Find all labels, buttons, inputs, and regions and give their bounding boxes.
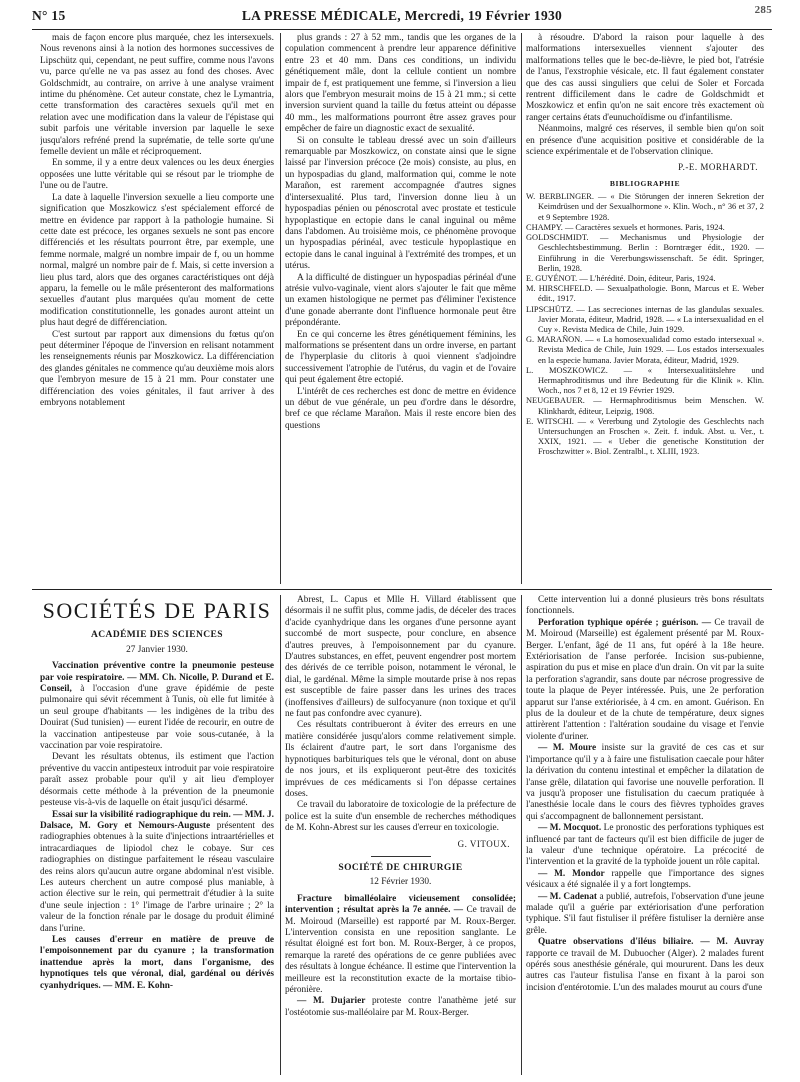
bibliography-title: BIBLIOGRAPHIE [609,178,681,188]
report-heading: Essai sur la visibilité radiographique du rein. — MM. J. Dalsace, M. Gory et Nemours-Auguste [40,809,274,831]
paragraph: E. GUYÉNOT. — L'hérédité. Doin, éditeur, Paris, 1924. [526,273,716,283]
report-heading: Perforation typhique opérée ; guérison. — [538,617,712,628]
paragraph: En ce qui concerne les êtres génétiquement féminins, les malformations se présentent dans un ordre inverse, en partant de l'hyperplasie du clitoris à quoi viennent s'adjoindre successivement l'atrophie de l'utérus, du vagin et de l'ovaire qui peut également être ectopié. [285,329,516,386]
header-rule [32,29,772,30]
report-text: à l'occasion d'une grave épidémie de peste pulmonaire qui sévit récemment à Tunis, où elle fut limitée à un seul groupe d'habitants — les indigènes de la tribu des Douirat (Sud tunisien) — eurent l'idée de recourir, en outre de la vaccination antipesteuse par voie sous-cutanée, à la vaccination par voie respiratoire. [40,684,274,752]
surgery-heading: SOCIÉTÉ DE CHIRURGIE [338,862,463,873]
societies-column-1 [40,595,274,1075]
paragraph: E. WITSCHI. — « Vererbung und Zytologie des Geschlechts nach Untersuchungen an Froschen ». Zeit. f. induk. Abst. u. Ver., t. XXIX, 1921. — « Ueber die genetische Konstitution der Froschzwitter ». Biol. Zentralbl., t. XLIII, 1923. [526,416,764,457]
report-paragraph [40,810,274,935]
report-paragraph [285,996,516,1019]
report-text: Ce travail de M. Moiroud (Marseille) est rapporté par M. Roux-Berger. L'intervention consista en une reposition sanglante. Le résultat éloigné est fort bon. M. Roux-Berger, à ce propos, remarque la rareté des opérations de ce genre publiées avec des résultats à longue échéance. Il estime que l'intervention la meilleure est la reconstitution exacte de la mortaise tibio-péronière. [285,905,516,995]
separator [371,856,431,857]
paragraph: En somme, il y a entre deux valences ou les deux énergies opposées une lutte véritable qui se résout par le triomphe de l'une ou de l'autre. [40,158,274,192]
column-divider [521,595,522,1075]
paragraph: A la difficulté de distinguer un hypospadias périnéal d'une atrésie vulvo-vaginale, vient alors s'ajouter le fait que même un examen histologique ne permet pas d'éliminer l'existence d'une gonade aberrante dont l'influence hormonale peut être prépondérante. [285,272,516,329]
report-heading: Les causes d'erreur en matière de preuve de l'empoisonnement par du cyanure ; la transformation inattendue après la mort, dans l'organisme, des hypnotiques tels que véronal, dial, gardénal ou dérivés cyanhydriques. — MM. E. Kohn- [40,934,274,991]
societies-column-2 [285,595,516,1075]
report-text: proteste contre l'anathème jeté sur l'ostéotomie sus-malléolaire par M. Roux-Berger. [285,996,516,1018]
paragraph: mais de façon encore plus marquée, chez les intersexuels. Nous revenons ainsi à la notion des hormones successives de Lipschütz qui, cependant, ne peut suffire, comme nous l'avons vu, parce qu'elle ne va pas assez au fond des choses. Avec Goldschmidt, au contraire, on arrive à une analyse vraiment intime du phénomène. Cet auteur constate, chez le Lymantria, cette transformation des caractères sexuels qu'il met en relation avec une modification dans la valeur de l'épistase qui subit parfois une véritable inversion par laquelle le sexe jusqu'alors refréné prend la suprématie, de telle sorte qu'une femelle devient un mâle et réciproquement. [40,33,274,158]
report-text: rappelle que l'importance des signes vésicaux a été signalée il y a fort longtemps. [526,868,764,891]
report-heading: — M. Mocquot. [538,823,602,834]
report-paragraph [40,752,274,809]
report-heading: Fracture bimalléolaire vicieusement consolidée; intervention ; résultat après la 7e année. — [285,893,516,916]
report-heading: — M. Mondor [538,868,605,879]
page-number: 285 [754,4,772,16]
section-rule [32,589,772,590]
paragraph: à résoudre. D'abord la raison pour laquelle à des malformations intersexuelles viennent s'ajouter des malformations telles que le bec-de-lièvre, le pied bot, l'atrésie de l'anus, l'exstrophie vésicale, etc. Il faut également constater que des cas aussi singuliers que celui de Soler et Forcada rentrent difficilement dans le cadre de Goldschmidt et Moszkowicz et enfin qu'on ne sait encore très exactement où ranger certains états d'eunuchoïdisme ou d'infantilisme. [526,33,764,123]
paragraph: G. MARAÑON. — « La homosexualidad como estado intersexual ». Revista Medica de Chile, Juin 1929. — Los estados intersexuales en la especie humana. Javier Morata, éditeur, Madrid, 1929. [526,335,764,365]
paragraph: Néanmoins, malgré ces réserves, il semble bien qu'on soit en présence d'une acquisition positive et considérable de la science expérimentale et de l'observation clinique. [526,124,764,158]
academy-reports [40,661,274,992]
paragraph: plus grands : 27 à 52 mm., tandis que les organes de la copulation commencent à prendre leur apparence définitive entre 23 et 40 mm. Dans ces conditions, un individu génétiquement mâle, dont la cellule contient un nombre impair de f, est pratiquement une femme, si l'inversion a lieu alors que l'embryon mesurait moins de 15 à 21 mm.; si cette inversion survient quand la taille du fœtus atteint ou dépasse 40 mm., les malformations pourront être assez graves pour empêcher de faire un diagnostic exact de sexualité. [285,33,516,135]
paragraph: LIPSCHÜTZ. — Las secreciones internas de las glandulas sexuales. Javier Morata, éditeur, Madrid, 1928. — « La intersexualidad en el Cuy ». Revista Medica de Chile, Juin 1929. [526,304,764,334]
academy-date: 27 Janvier 1930. [126,644,188,655]
report-paragraph [40,661,274,752]
report-text: rapporte ce travail de M. Dubuocher (Alger). 2 malades furent opérés sous anesthésie générale, qui moururent. Dans les deux autres cas l'auteur fistulisa l'anse en fixant à la paroi son incision d'entérotomie. L'un des malades mourut au cours d'une [526,948,764,993]
column-divider [521,33,522,584]
report-text: Cette intervention lui a donné plusieurs très bons résultats fonctionnels. [526,595,764,617]
paragraph: C'est surtout par rapport aux dimensions du fœtus qu'on peut déterminer l'époque de l'inversion en relisant notamment les renseignements réunis par Moszkowicz. La différenciation des glandes génitales ne commence qu'au deuxième mois alors que l'embryon mesure de 15 à 21 mm. Pour constater une différenciation des voies génitales, il faut arriver à des embryons notablement [40,329,274,408]
surgery-reports [285,894,516,1019]
column-divider [280,595,281,1075]
author-signature: P.-E. MORHARDT. [678,162,758,173]
page-header [32,4,772,26]
section-title: SOCIÉTÉS DE PARIS [42,598,272,623]
paragraph: CHAMPY. — Caractères sexuels et hormones. Paris, 1924. [526,222,725,232]
article-column-3 [526,33,764,584]
article-conclusion [526,33,764,158]
report-heading: — M. Dujarier [297,996,366,1007]
report-heading: Vaccination préventive contre la pneumonie pesteuse par voie respiratoire. — MM. Ch. Nicolle, P. Durand et E. Conseil, [40,661,274,695]
report-heading: — M. Cadenat [538,891,597,902]
issue-number: N° 15 [32,8,66,23]
report-signature: G. VITOUX. [457,838,510,849]
academy-heading: ACADÉMIE DES SCIENCES [91,630,223,641]
bibliography-list [526,192,764,457]
surgery-date: 12 Février 1930. [369,877,432,888]
paragraph: Abrest, L. Capus et Mlle H. Villard établissent que désormais il ne suffit plus, comme jadis, de déceler des traces d'acide cyanhydrique dans les organes d'une personne ayant succombé de mort suspecte, pour conclure, en absence d'autres preuves, à l'empoisonnement par du cyanure. D'autres substances, en effet, peuvent engendrer post mortem des dérivés de ce terrible poison, notamment le véronal, le dial, le gardénal. Même la simple moutarde prise à nos repas est susceptible de faire passer dans les urines des traces (inoffensives d'ailleurs) de sulfocyanure (non toxique et qu'il ne faut pas confondre avec cyanure). [285,595,516,720]
report-text: Le pronostic des perforations typhiques est influencé par tant de facteurs qu'il est bien difficile de juger de la valeur d'une technique opératoire. La précocité de l'intervention et la gravité de la typhoïde jouent un rôle capital. [526,823,764,868]
toxicology-report [285,595,516,835]
column-divider [280,33,281,584]
paragraph: Si on consulte le tableau dressé avec un soin d'ailleurs remarquable par Moszkowicz, on constate ainsi que le signe laissé par l'inversion précoce (2e mois) consiste, au plus, en un hypospadias du gland, malformation qui, comme le note Marañon, est rarement accompagnée d'autres signes d'intersexualité. Plus tard, l'inversion donne lieu à un hypospadias pénien ou pénoscrotal avec prostate et testicule hypoplastique en ectopie dans le canal inguinal ou même dans l'abdomen. Au troisième mois, ce phénomène provoque un hypospadias périnéal, avec testicule hypoplastique en ectopie dans le canal inguinal à l'extrémité des trompes, et un utérus. [285,135,516,272]
paragraph: Ces résultats contribueront à éviter des erreurs en une matière considérée jusqu'alors comme relativement simple. Ils éclairent d'autre part, le sort dans l'organisme des hypnotiques barbituriques tels que le véronal, dont on abuse de nos jours, et ils expliqueront peut-être des toxicités imprévues de ces médicaments si l'on dépasse certaines doses. [285,720,516,799]
surgery-reports-continued [526,595,764,994]
article-column-1 [40,33,274,584]
report-paragraph [526,595,764,618]
report-paragraph [526,892,764,938]
societies-column-3 [526,595,764,1075]
report-paragraph [526,823,764,869]
report-text: Devant les résultats obtenus, ils estiment que l'action préventive du vaccin antipesteux introduit par voie respiratoire paraît assez probable pour qu'il y ait lieu d'employer désormais cette méthode à la prévention de la pneumonie pesteuse vis-à-vis de laquelle on était jusqu'ici désarmé. [40,752,274,809]
publication-title: LA PRESSE MÉDICALE, Mercredi, 19 Février 1930 [241,8,563,23]
report-text: Ce travail de M. Moiroud (Marseille) est également présenté par M. Roux-Berger. L'enfant, âgé de 11 ans, fut opéré à la 18e heure. Extériorisation de l'anse perforée. Incision sus-pubienne, aspiration du pus et mise en place d'un drain. On vit par la suite la perforation s'agrandir, sans doute par nécrose progressive de toute la plaque de Peyer intéressée. Puis, une 2e perforation apparut sur l'anse extériorisée, à 4 cm. en amont. Guérison. En plus de la douleur et de la chute de température, deux signes attirèrent l'attention : l'altération soudaine du visage et l'envie violente d'uriner. [526,617,764,742]
report-text: présentent des radiographies obtenues à la suite d'injections intraartérielles et intracardiaques de lipiodol chez le cobaye. Sur ces radiographies on distingue parfaitement le réseau vasculaire des reins alors qu'aucun autre organe abdominal n'est visible. Les auteurs cherchent un autre composé plus maniable, à action élective sur le rein, qui permettrait d'étudier à la suite d'une seule injection : 1° l'image de l'arbre urinaire ; 2° la valeur de la fonction rénale par le dosage du produit éliminé dans l'urine. [40,820,274,934]
paragraph: W. BERBLINGER. — « Die Störungen der inneren Sekretion der Keimdrüsen und der Sexualhormone ». Klin. Woch., n° 36 et 37, 2 et 9 Septembre 1928. [526,192,764,222]
report-paragraph [285,894,516,997]
report-paragraph [526,937,764,994]
report-paragraph [526,869,764,892]
report-heading: — M. Moure [538,743,597,754]
paragraph: La date à laquelle l'inversion sexuelle a lieu comporte une signification que Moszkowicz s'est spécialement efforcé de mettre en évidence par rapport à la pathologie humaine. Si cette date est précoce, les organes sexuels ne sont pas encore différenciés et les résultats pourront être, par exemple, une femme normale, malgré un nombre impair de f, ou un homme normal, malgré un nombre pair de f. Mais, si cette inversion a lieu plus tard, alors que des organes caractéristiques ont déjà apparu, la femelle ou le mâle présenteront des malformations sexuelles d'autant plus marquées qu'au moment de cette modification constitutionnelle, les gonades auront atteint un plus haut degré de différenciation. [40,192,274,329]
report-heading: Quatre observations d'iléus biliaire. — M. Auvray [538,937,764,948]
paragraph: Ce travail du laboratoire de toxicologie de la préfecture de police est la suite d'un ensemble de recherches méthodiques de M. Kohn-Abrest sur les causes d'erreur en toxicologie. [285,800,516,834]
report-paragraph [526,618,764,743]
paragraph: M. HIRSCHFELD. — Sexualpathologie. Bonn, Marcus et E. Weber édit., 1917. [526,284,764,304]
report-paragraph [526,743,764,823]
report-text: insiste sur la gravité de ces cas et sur l'importance qu'il y a à faire une fistulisation caecale pour hâter la dérivation du contenu intestinal et empêcher la dilatation de l'anse grêle, dilatation qui favorise une nouvelle perforation. Il va jusqu'à proposer une fistulisation du caecum pratiquée à l'anesthésie locale dans le cours des fièvres typhoïdes graves qui s'accompagnent de ballonnement persistant. [526,743,764,822]
paragraph: L'intérêt de ces recherches est donc de mettre en évidence un début de vue générale, un peu d'ordre dans le désordre, bref ce que réclame Marañon. Mais il reste encore bien des questions [285,386,516,431]
paragraph: GOLDSCHMIDT. — Mechanismus und Physiologie der Geschlechtsbestimmung. Berlin : Borntræger édit., 1920. — Einführung in die Vererbungswissenschaft. 5e édit. Springer, Berlin, 1928. [526,233,764,273]
report-paragraph [40,935,274,992]
report-text: a publié, autrefois, l'observation d'une jeune malade qu'il a guérie par extériorisation d'une perforation typhique. S'il faut fistuliser il préfère fistuliser la dernière anse grêle. [526,891,764,936]
paragraph: NEUGEBAUER. — Hermaphroditismus beim Menschen. W. Klinkhardt, éditeur, Leipzig, 1908. [526,396,764,416]
article-column-2 [285,33,516,584]
paragraph: L. MOSZKOWICZ. — « Intersexualitätslehre und Hermaphroditismus und ihre Bedeutung für die Klinik ». Klin. Woch., nos 7 et 8, 12 et 19 Février 1929. [526,365,764,396]
